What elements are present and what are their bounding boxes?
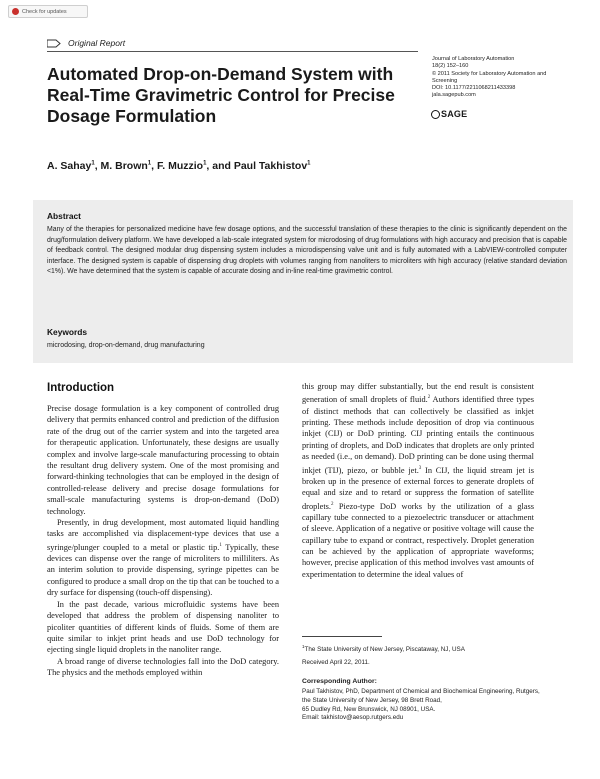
corresponding-heading: Corresponding Author: — [302, 678, 377, 685]
author-list: A. Sahay$^1$, M. Brown$^1$, F. Muzzio$^1$, and Paul Takhistov$^1$ — [47, 160, 311, 172]
journal-copyright: © 2011 Society for Laboratory Automation and Screening — [432, 70, 547, 84]
badge-label: Check for updates — [22, 8, 67, 15]
author-name[interactable]: Paul Takhistov — [233, 160, 308, 172]
introduction-heading: Introduction — [47, 382, 115, 394]
abstract-heading: Abstract — [47, 211, 81, 221]
author-name[interactable]: F. Muzzio — [156, 160, 204, 172]
citation-ref[interactable]: 2 — [330, 501, 334, 507]
corresponding-details: Paul Takhistov, PhD, Department of Chemical and Biochemical Engineering, Rutgers, the State University of New Jersey, 98 Brett Road, 65 Dudley Rd, New Brunswick, NJ 08901, USA. Email: takhistov@aesop.rutgers.edu — [302, 688, 542, 723]
received-date: Received April 22, 2011. — [302, 659, 370, 666]
left-column — [47, 403, 279, 679]
paragraph: A broad range of diverse technologies fall into the DoD category. The physics and the methods employed within — [47, 656, 279, 678]
sage-circle-icon — [431, 110, 440, 119]
crossmark-icon — [12, 8, 19, 15]
sage-wordmark: SAGE — [441, 109, 468, 119]
paragraph: Precise dosage formulation is a key component of controlled drug delivery that permits enhanced control and prediction of the diffusion rate of the drug out of the carrier system and into the targeted area for therapeutic application. Unfortunately, these designs are usually complex and involve large-scale manufacturing processing to obtain the resultant drug delivery system. One of the most promising and forward-thinking technologies that can be employed in the design of controlled-release delivery and precise dosage formulations for small-scale manufacturing systems is drop-on-demand (DoD) technology. — [47, 404, 279, 516]
report-arrow-icon — [47, 39, 61, 48]
affiliation-footnote: $^1$The State University of New Jersey, Piscataway, NJ, USA — [302, 644, 465, 654]
citation-ref[interactable]: 1 — [219, 542, 222, 548]
author-name[interactable]: M. Brown — [100, 160, 148, 172]
keywords-text: microdosing, drop-on-demand, drug manufacturing — [47, 342, 205, 349]
report-type: Original Report — [68, 38, 126, 48]
journal-url[interactable]: jala.sagepub.com — [432, 92, 476, 99]
author-name[interactable]: A. Sahay — [47, 160, 92, 172]
sage-logo — [431, 109, 467, 119]
paragraph: In the past decade, various microfluidic systems have been developed that address the problem of dispensing nanoliter to picoliter quantities of different kinds of fluids. Some of them are quite similar to inkjet print heads and use DoD technology for ejecting single liquid droplets in the nanoliter range. — [47, 599, 279, 655]
citation-ref[interactable]: 3 — [418, 465, 422, 471]
keywords-heading: Keywords — [47, 327, 88, 337]
article-title: Automated Drop-on-Demand System with Real-Time Gravimetric Control for Precise Dosage Formulation — [47, 64, 395, 126]
journal-name: Journal of Laboratory Automation — [432, 56, 515, 62]
journal-info — [432, 56, 572, 100]
footnote-rule — [302, 636, 382, 637]
citation-ref[interactable]: 2 — [427, 395, 431, 401]
paragraph: Presently, in drug development, most automated liquid handling tasks are accomplished via displacement-type devices that use a syringe/plunger coupled to a metal or plastic tip.$^1$ Typically, these devices can dispense over the range of microliters to milliliters. As an interim solution to provide dispensing, syringe pipettes can be configured to produce a small drop on the tip that can be touched to a dry surface for dispensing (touch-off dispensing). — [47, 518, 279, 598]
right-column — [302, 381, 534, 580]
check-for-updates-badge[interactable] — [8, 5, 88, 18]
paragraph: this group may differ substantially, but the end result is consistent generation of small droplets of fluid.$^2$ Authors identified three types of distinct methods that can collectively be classified as inkjet printing. These methods include deposition of drop via continuous inkjet (CIJ) or DoD printing. CIJ printing entails the continuous printing of droplets, and DoD indicates that droplets are only printed as needed (i.e., on demand). DoD printing can be done using thermal inkjet (TIJ), piezo, or bubble jet.$^3$ In CIJ, the liquid stream jet is broken up in the presence of external forces to generate droplets of equal and size and to retard or suppress the formation of satellite droplets.$^2$ Piezo-type DoD works by the utilization of a glass capillary tube connected to a piezoelectric transducer or attachment of sleeve. Application of a negative or positive voltage will cause the capillary tube to expand or contract, respectively. Droplet generation can be achieved by the application of appropriate waveforms; however, precise application of this method involves vast amounts of experimentation to determine the ideal values of — [302, 382, 534, 579]
journal-issue: 18(2) 152–160 — [432, 63, 469, 70]
header-rule — [47, 51, 418, 52]
journal-doi[interactable]: DOI: 10.1177/2211068211433398 — [432, 85, 516, 92]
corresponding-email[interactable]: Email: takhistov@aesop.rutgers.edu — [302, 714, 404, 722]
abstract-text: Many of the therapies for personalized medicine have few dosage options, and the successful translation of these therapies to the clinic is significantly dependent on the drug/formulation delivery platform. We have developed a lab-scale integrated system for microdosing of drug formulations with high accuracy and precision that is capable of feedback control. The designed modular drug dispensing system includes a microdispensing valve unit and is fully automated with a LabVIEW-controlled computer interface. The designed system is capable of dispensing drug droplets with volumes ranging from nanoliters to microliters with high accuracy (relative standard deviation <1%). We have determined that the system is capable of accurate dosing and in-line real-time gravimetric control. — [47, 226, 567, 276]
